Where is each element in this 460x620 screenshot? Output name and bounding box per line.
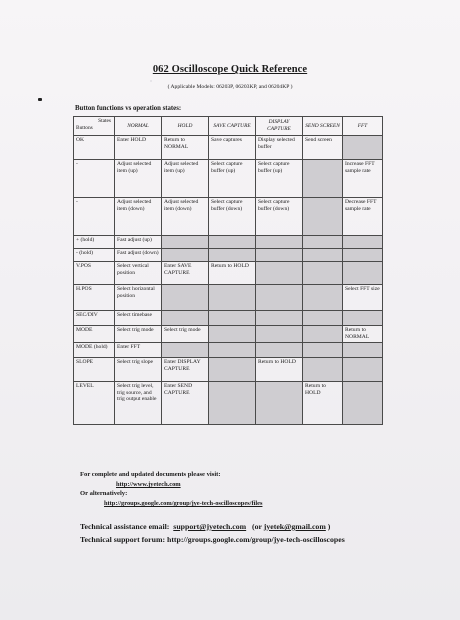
corner-states-label: States: [98, 118, 111, 124]
table-cell: Decrease FFT sample rate: [343, 198, 383, 236]
table-cell: [209, 236, 256, 249]
table-cell: Send screen: [303, 136, 343, 160]
table-cell: [256, 249, 303, 262]
table-cell: [209, 326, 256, 343]
table-cell: Display selected buffer: [256, 136, 303, 160]
corner-cell: [74, 117, 115, 136]
row-button-label: V.POS: [74, 262, 115, 285]
table-cell: [209, 382, 256, 425]
tech-email-line: [80, 522, 330, 531]
table-cell: Select capture buffer (up): [256, 160, 303, 198]
table-cell: [162, 343, 209, 358]
table-row: [74, 262, 383, 285]
table-cell: [256, 236, 303, 249]
table-cell: [162, 249, 209, 262]
row-button-label: - (hold): [74, 249, 115, 262]
table-cell: [162, 236, 209, 249]
email-close-text: ): [327, 522, 331, 531]
table-row: [74, 198, 383, 236]
table-cell: Increase FFT sample rate: [343, 160, 383, 198]
table-cell: Return to HOLD: [256, 358, 303, 382]
row-button-label: -: [74, 160, 115, 198]
table-cell: Select trig level, trig source, and trig output enable: [115, 382, 162, 425]
table-cell: [303, 262, 343, 285]
table-cell: Return to HOLD: [303, 382, 343, 425]
table-cell: [162, 311, 209, 326]
table-cell: [343, 249, 383, 262]
table-row: [74, 236, 383, 249]
table-cell: Adjust selected item (down): [162, 198, 209, 236]
table-cell: Enter DISPLAY CAPTURE: [162, 358, 209, 382]
table-cell: [343, 343, 383, 358]
table-row: [74, 343, 383, 358]
row-button-label: SLOPE: [74, 358, 115, 382]
table-cell: [343, 136, 383, 160]
table-cell: [343, 262, 383, 285]
table-cell: [303, 311, 343, 326]
table-cell: [209, 311, 256, 326]
table-cell: [303, 249, 343, 262]
table-cell: [256, 262, 303, 285]
table-cell: Enter SAVE CAPTURE: [162, 262, 209, 285]
reference-table: [73, 116, 383, 425]
table-cell: [303, 358, 343, 382]
table-cell: [256, 311, 303, 326]
email-or-text: (or: [252, 522, 262, 531]
table-body: [74, 136, 383, 425]
table-cell: Select capture buffer (down): [256, 198, 303, 236]
section-heading: Button functions vs operation states:: [75, 105, 182, 112]
table-cell: [162, 285, 209, 311]
support-forum-line: Technical support forum: http://groups.google.com/group/jye-tech-oscilloscopes: [80, 535, 345, 544]
table-cell: [303, 198, 343, 236]
table-cell: [256, 343, 303, 358]
tech-email-label: Technical assistance email:: [80, 522, 170, 531]
table-cell: Save captures: [209, 136, 256, 160]
table-cell: [209, 358, 256, 382]
row-button-label: SEC/DIV: [74, 311, 115, 326]
table-cell: [303, 326, 343, 343]
row-button-label: OK: [74, 136, 115, 160]
table-cell: [303, 285, 343, 311]
table-cell: Fast adjust (down): [115, 249, 162, 262]
table-cell: Select timebase: [115, 311, 162, 326]
table-cell: Select trig slope: [115, 358, 162, 382]
header-fft: FFT: [343, 117, 383, 136]
table-row: [74, 311, 383, 326]
table-cell: Select vertical position: [115, 262, 162, 285]
website-link[interactable]: http://www.jyetech.com: [116, 481, 181, 488]
table-cell: Select trig mode: [162, 326, 209, 343]
table-cell: Return to NORMAL: [343, 326, 383, 343]
table-row: [74, 326, 383, 343]
table-cell: Return to HOLD: [209, 262, 256, 285]
table-row: [74, 136, 383, 160]
row-button-label: -: [74, 198, 115, 236]
table-cell: Adjust selected item (up): [115, 160, 162, 198]
page-title: 062 Oscilloscope Quick Reference: [152, 64, 308, 75]
table-cell: Enter HOLD: [115, 136, 162, 160]
table-row: [74, 382, 383, 425]
support-email-link[interactable]: support@jyetech.com: [173, 522, 247, 531]
table-cell: [256, 326, 303, 343]
table-cell: Return to NORMAL: [162, 136, 209, 160]
table-row: [74, 358, 383, 382]
files-link[interactable]: http://groups.google.com/group/jye-tech-oscilloscopes/files: [104, 500, 263, 507]
table-cell: [343, 236, 383, 249]
table-cell: [343, 382, 383, 425]
corner-buttons-label: Buttons: [76, 125, 93, 131]
scan-noise: [150, 80, 152, 82]
table-cell: [303, 343, 343, 358]
row-button-label: + (hold): [74, 236, 115, 249]
table-cell: [256, 285, 303, 311]
paper-speck: [38, 98, 42, 101]
page-subtitle: ( Applicable Models: 06203P, 06203KP, and 06204KP ): [167, 84, 293, 90]
table-cell: [256, 382, 303, 425]
visit-text: For complete and updated documents please visit:: [80, 471, 221, 478]
header-normal: NORMAL: [115, 117, 162, 136]
table-cell: [343, 311, 383, 326]
table-cell: [343, 358, 383, 382]
row-button-label: H.POS: [74, 285, 115, 311]
table-cell: Select FFT size: [343, 285, 383, 311]
row-button-label: MODE: [74, 326, 115, 343]
row-button-label: LEVEL: [74, 382, 115, 425]
table-cell: Select trig mode: [115, 326, 162, 343]
header-save-capture: SAVE CAPTURE: [209, 117, 256, 136]
table-cell: [209, 343, 256, 358]
table-cell: Select capture buffer (down): [209, 198, 256, 236]
table-cell: [209, 285, 256, 311]
table-cell: Select capture buffer (up): [209, 160, 256, 198]
table-cell: [303, 160, 343, 198]
table-row: [74, 160, 383, 198]
table-cell: Adjust selected item (up): [162, 160, 209, 198]
row-button-label: MODE (hold): [74, 343, 115, 358]
table-cell: [303, 236, 343, 249]
alternative-text: Or alternatively:: [80, 490, 128, 497]
header-display-capture: DISPLAY CAPTURE: [256, 117, 303, 136]
table-cell: Fast adjust (up): [115, 236, 162, 249]
alt-email-link[interactable]: jyetek@gmail.com: [263, 522, 326, 531]
table-cell: [209, 249, 256, 262]
table-cell: Select horizontal position: [115, 285, 162, 311]
table-row: [74, 249, 383, 262]
table-cell: Enter FFT: [115, 343, 162, 358]
header-hold: HOLD: [162, 117, 209, 136]
header-send-screen: SEND SCREEN: [303, 117, 343, 136]
header-row: [74, 117, 383, 136]
table-cell: Enter SEND CAPTURE: [162, 382, 209, 425]
table-row: [74, 285, 383, 311]
table-cell: Adjust selected item (down): [115, 198, 162, 236]
